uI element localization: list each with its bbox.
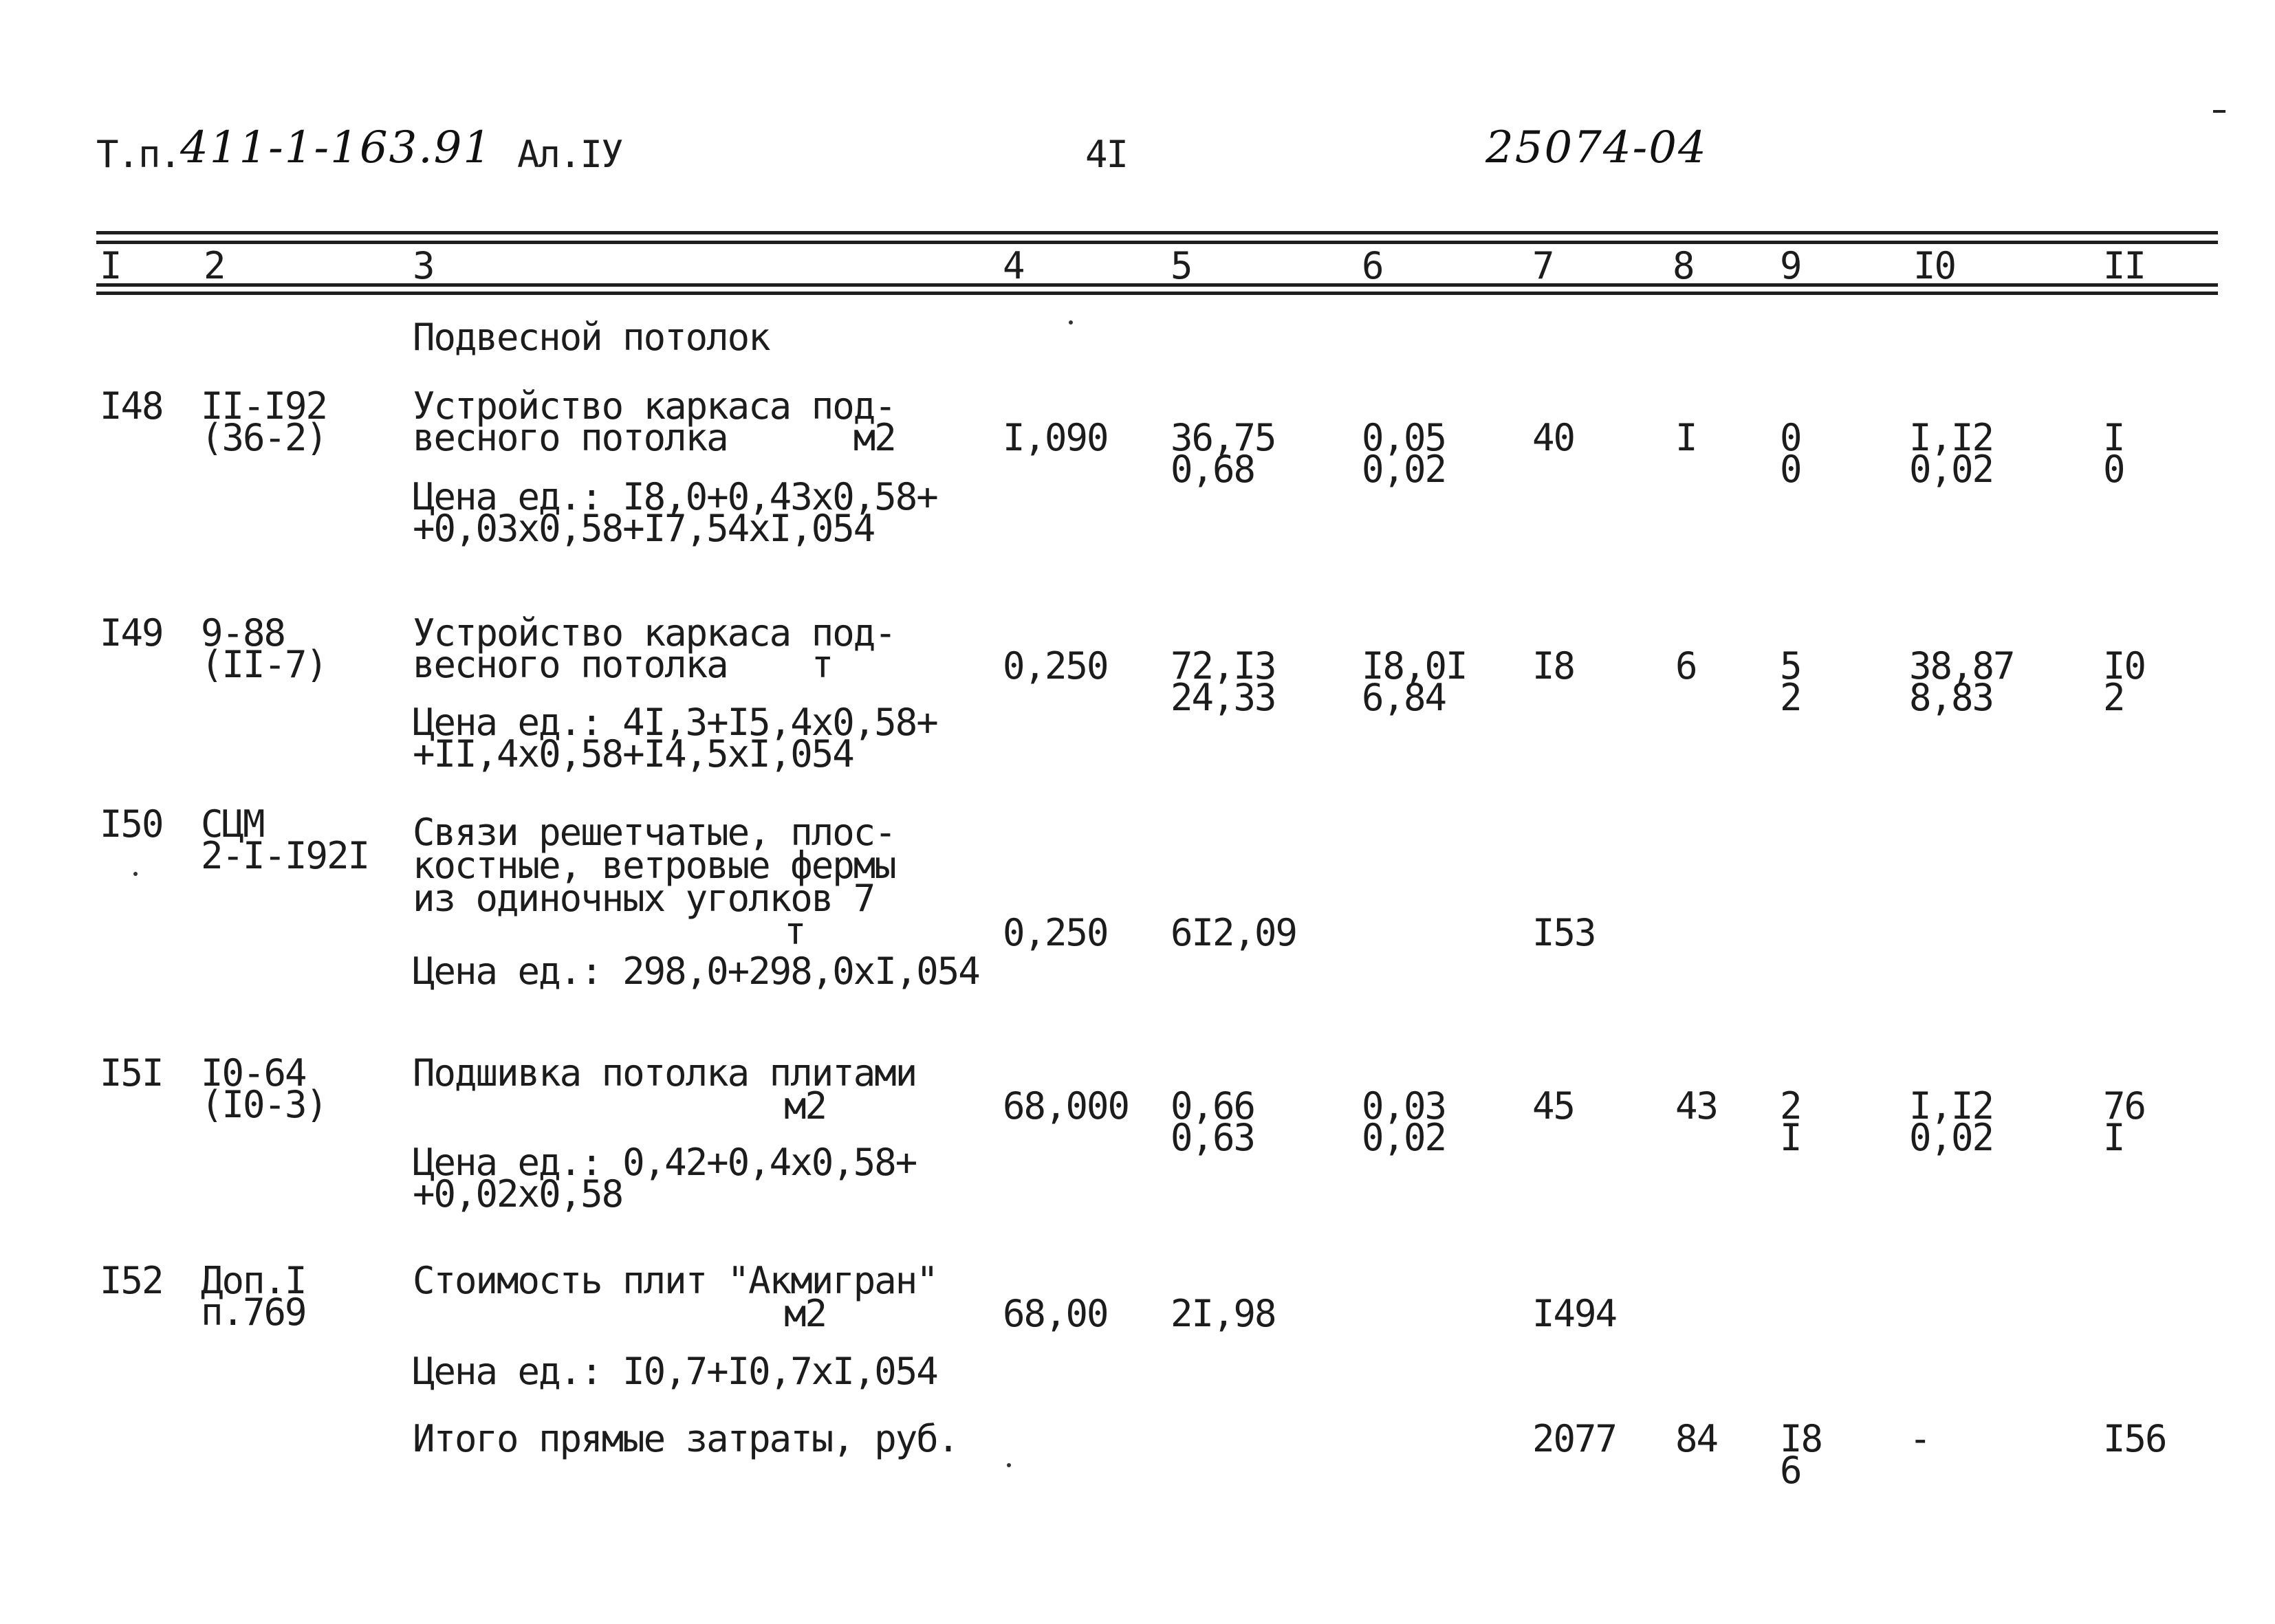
labor-unit-machine: 0,02 — [1909, 448, 1994, 491]
unit-cost: 0,66 — [1171, 1084, 1255, 1128]
header-doc-number: 411-1-163.91 — [180, 122, 493, 173]
unit-price-formula: +0,02x0,58 — [413, 1172, 623, 1216]
work-description: Связи решетчатые, плос- — [413, 811, 895, 854]
work-unit: м2 — [784, 1084, 827, 1128]
header-inventory-number: 25074-04 — [1485, 122, 1708, 173]
wages-total: 84 — [1675, 1417, 1718, 1460]
row-number: I50 — [100, 802, 163, 846]
wages-total: I — [1675, 416, 1697, 459]
labor-unit: I,I2 — [1909, 1084, 1994, 1128]
column-header-10: I0 — [1913, 244, 1956, 287]
labor-unit: 38,87 — [1909, 644, 2014, 688]
unit-cost: 72,I3 — [1171, 644, 1276, 688]
quantity: 0,250 — [1003, 911, 1108, 954]
quantity: 68,00 — [1003, 1292, 1108, 1335]
total-cost: 45 — [1532, 1084, 1575, 1128]
work-description: костные, ветровые фермы — [413, 844, 895, 887]
labor-total: I0 — [2103, 644, 2146, 688]
machine-cost-wages: 6,84 — [1362, 676, 1446, 719]
column-header-8: 8 — [1673, 244, 1694, 287]
machine-total: 5 — [1780, 644, 1801, 688]
column-header-6: 6 — [1362, 244, 1383, 287]
quantity: 0,250 — [1003, 644, 1108, 688]
machine-cost-wages: 0,02 — [1362, 448, 1446, 491]
machine-total: I8 — [1780, 1417, 1822, 1460]
rate-code: СЦМ — [201, 802, 264, 846]
labor-total: 76 — [2103, 1084, 2146, 1128]
table-rule-header-bottom-2 — [96, 292, 2218, 295]
row-number: I49 — [100, 611, 163, 655]
unit-cost: 2I,98 — [1171, 1292, 1276, 1335]
column-header-1: I — [100, 244, 121, 287]
unit-price-formula: Цена ед.: I0,7+I0,7xI,054 — [413, 1350, 937, 1393]
rate-code: Доп.I — [201, 1259, 306, 1302]
labor-total-machine: I — [2103, 1116, 2124, 1159]
row-number: I48 — [100, 384, 163, 428]
work-description: Подшивка потолка плитами — [413, 1051, 917, 1095]
rate-code-ref: (II-7) — [201, 643, 327, 686]
row-number: I52 — [100, 1259, 163, 1302]
machine-cost: I8,0I — [1362, 644, 1467, 688]
column-header-9: 9 — [1780, 244, 1801, 287]
unit-cost: 6I2,09 — [1171, 911, 1297, 954]
column-header-4: 4 — [1003, 244, 1024, 287]
labor-unit: I,I2 — [1909, 416, 1994, 459]
machine-total: 0 — [1780, 416, 1801, 459]
column-header-5: 5 — [1171, 244, 1192, 287]
rate-code: 9-88 — [201, 611, 285, 655]
rate-code-ref: (I0-3) — [201, 1083, 327, 1126]
labor-total: I — [2103, 416, 2124, 459]
column-header-7: 7 — [1532, 244, 1554, 287]
total-cost: I8 — [1532, 644, 1575, 688]
work-unit: м2 — [784, 1292, 827, 1335]
machine-total: 2 — [1780, 1084, 1801, 1128]
work-description: Устройство каркаса под- — [413, 611, 895, 655]
section-title: Подвесной потолок — [413, 316, 770, 359]
wages-total: 43 — [1675, 1084, 1718, 1128]
quantity: I,090 — [1003, 416, 1108, 459]
row-number: I5I — [100, 1051, 163, 1095]
machine-cost: 0,03 — [1362, 1084, 1446, 1128]
column-header-3: 3 — [413, 244, 434, 287]
machine-total-wages: 6 — [1780, 1449, 1801, 1492]
work-unit: т — [784, 910, 805, 953]
work-description: Устройство каркаса под- — [413, 384, 895, 428]
unit-price-formula: Цена ед.: I8,0+0,43x0,58+ — [413, 475, 937, 518]
machine-total-wages: I — [1780, 1116, 1801, 1159]
quantity: 68,000 — [1003, 1084, 1129, 1128]
unit-price-formula: +II,4x0,58+I4,5xI,054 — [413, 732, 853, 776]
column-header-2: 2 — [204, 244, 225, 287]
rate-code-ref: п.769 — [201, 1291, 306, 1334]
rate-code: I0-64 — [201, 1051, 306, 1095]
work-description: весного потолка т — [413, 643, 833, 686]
labor-unit: - — [1909, 1417, 1930, 1460]
rate-code-ref: (36-2) — [201, 416, 327, 459]
labor-unit-machine: 8,83 — [1909, 676, 1994, 719]
machine-cost: 0,05 — [1362, 416, 1446, 459]
machine-total-wages: 2 — [1780, 676, 1801, 719]
unit-price-formula: Цена ед.: 0,42+0,4x0,58+ — [413, 1141, 917, 1184]
header-album: Ал.IУ — [517, 133, 622, 176]
total-cost: I53 — [1532, 911, 1596, 954]
wages-total: 6 — [1675, 644, 1697, 688]
header-page-number: 4I — [1085, 133, 1128, 176]
total-cost: 40 — [1532, 416, 1575, 459]
rate-code: II-I92 — [201, 384, 327, 428]
unit-price-formula: Цена ед.: 298,0+298,0xI,054 — [413, 950, 979, 993]
unit-price-formula: +0,03x0,58+I7,54xI,054 — [413, 507, 875, 550]
column-header-11: II — [2103, 244, 2146, 287]
corner-mark — [2213, 110, 2225, 113]
labor-unit-machine: 0,02 — [1909, 1116, 1994, 1159]
unit-cost-wages: 0,63 — [1171, 1116, 1255, 1159]
labor-total: I56 — [2103, 1417, 2166, 1460]
table-rule-header-bottom — [96, 283, 2218, 287]
unit-cost-wages: 24,33 — [1171, 676, 1276, 719]
machine-total-wages: 0 — [1780, 448, 1801, 491]
unit-cost-wages: 0,68 — [1171, 448, 1255, 491]
total-cost: 2077 — [1532, 1417, 1617, 1460]
total-label: Итого прямые затраты, руб. — [413, 1417, 959, 1460]
total-cost: I494 — [1532, 1292, 1617, 1335]
work-description: весного потолка м2 — [413, 416, 895, 459]
work-description: из одиночных уголков 7 — [413, 877, 875, 920]
table-rule-top — [96, 231, 2218, 234]
unit-price-formula: Цена ед.: 4I,3+I5,4x0,58+ — [413, 701, 937, 744]
rate-code-ref: 2-I-I92I — [201, 834, 369, 877]
work-description: Стоимость плит "Акмигран" — [413, 1259, 937, 1302]
labor-total-machine: 2 — [2103, 676, 2124, 719]
unit-cost: 36,75 — [1171, 416, 1276, 459]
header-prefix: Т.п. — [96, 133, 181, 176]
labor-total-machine: 0 — [2103, 448, 2124, 491]
machine-cost-wages: 0,02 — [1362, 1116, 1446, 1159]
